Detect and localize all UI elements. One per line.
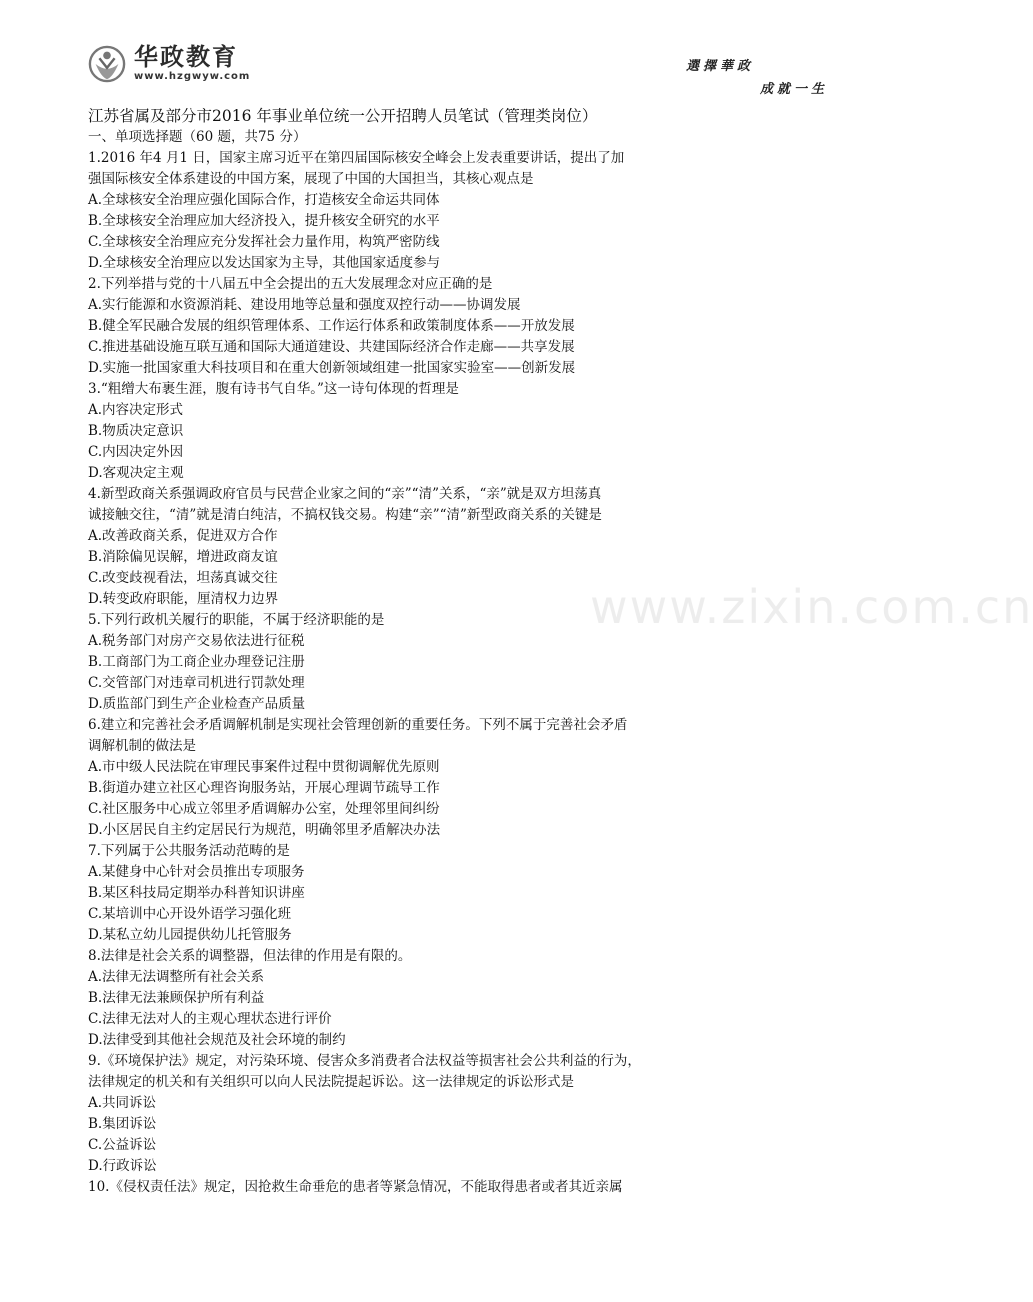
- text-line: 3.“粗缯大布裹生涯，腹有诗书气自华。”这一诗句体现的哲理是: [88, 381, 459, 397]
- text-line: A.全球核安全治理应强化国际合作，打造核安全命运共同体: [88, 192, 440, 208]
- text-line: 强国际核安全体系建设的中国方案，展现了中国的大国担当，其核心观点是: [88, 171, 534, 187]
- brand-url: www.hzgwyw.com: [134, 71, 251, 82]
- text-line: D.某私立幼儿园提供幼儿托管服务: [88, 927, 292, 943]
- text-line: C.交管部门对违章司机进行罚款处理: [88, 675, 305, 691]
- text-line: 9.《环境保护法》规定，对污染环境、侵害众多消费者合法权益等损害社会公共利益的行为，: [88, 1053, 641, 1069]
- text-line: 10.《侵权责任法》规定，因抢救生命垂危的患者等紧急情况，不能取得患者或者其近亲属: [88, 1179, 623, 1195]
- text-line: D.实施一批国家重大科技项目和在重大创新领域组建一批国家实验室——创新发展: [88, 360, 576, 376]
- text-line: 一、单项选择题（60 题，共75 分）: [88, 129, 307, 145]
- text-line: 1.2016 年4 月1 日，国家主席习近平在第四届国际核安全峰会上发表重要讲话，提出了加: [88, 150, 625, 166]
- text-line: D.小区居民自主约定居民行为规范，明确邻里矛盾解决办法: [88, 822, 441, 838]
- document-body: [88, 127, 788, 1198]
- text-line: D.行政诉讼: [88, 1158, 157, 1174]
- slogan-line-2: 成就一生: [760, 82, 829, 97]
- text-line: C.全球核安全治理应充分发挥社会力量作用，构筑严密防线: [88, 234, 440, 250]
- text-line: B.消除偏见误解，增进政商友谊: [88, 549, 278, 565]
- text-line: C.内因决定外因: [88, 444, 184, 460]
- text-line: A.法律无法调整所有社会关系: [88, 969, 265, 985]
- logo-emblem-icon: [88, 45, 126, 83]
- text-line: D.客观决定主观: [88, 465, 184, 481]
- text-line: B.物质决定意识: [88, 423, 184, 439]
- text-line: 2.下列举措与党的十八届五中全会提出的五大发展理念对应正确的是: [88, 276, 493, 292]
- text-line: A.某健身中心针对会员推出专项服务: [88, 864, 305, 880]
- text-line: A.税务部门对房产交易依法进行征税: [88, 633, 305, 649]
- text-line: 6.建立和完善社会矛盾调解机制是实现社会管理创新的重要任务。下列不属于完善社会矛盾: [88, 717, 628, 733]
- text-line: A.市中级人民法院在审理民事案件过程中贯彻调解优先原则: [88, 759, 440, 775]
- text-line: B.街道办建立社区心理咨询服务站，开展心理调节疏导工作: [88, 780, 440, 796]
- text-line: C.某培训中心开设外语学习强化班: [88, 906, 292, 922]
- text-line: C.改变歧视看法，坦荡真诚交往: [88, 570, 278, 586]
- text-line: A.改善政商关系，促进双方合作: [88, 528, 278, 544]
- text-line: D.转变政府职能，厘清权力边界: [88, 591, 279, 607]
- document-title: 江苏省属及部分市2016 年事业单位统一公开招聘人员笔试（管理类岗位）: [88, 107, 598, 125]
- text-line: B.全球核安全治理应加大经济投入，提升核安全研究的水平: [88, 213, 440, 229]
- text-line: C.公益诉讼: [88, 1137, 157, 1153]
- text-line: 5.下列行政机关履行的职能，不属于经济职能的是: [88, 612, 385, 628]
- text-line: C.推进基础设施互联互通和国际大通道建设、共建国际经济合作走廊——共享发展: [88, 339, 575, 355]
- text-line: D.法律受到其他社会规范及社会环境的制约: [88, 1032, 346, 1048]
- text-line: A.共同诉讼: [88, 1095, 157, 1111]
- text-line: C.法律无法对人的主观心理状态进行评价: [88, 1011, 332, 1027]
- text-line: B.工商部门为工商企业办理登记注册: [88, 654, 305, 670]
- text-line: 法律规定的机关和有关组织可以向人民法院提起诉讼。这一法律规定的诉讼形式是: [88, 1074, 574, 1090]
- exam-document: [88, 106, 788, 1198]
- text-line: C.社区服务中心成立邻里矛盾调解办公室，处理邻里间纠纷: [88, 801, 440, 817]
- text-line: 4.新型政商关系强调政府官员与民营企业家之间的“亲”“清”关系，“亲”就是双方坦荡真: [88, 486, 602, 502]
- text-line: D.全球核安全治理应以发达国家为主导，其他国家适度参与: [88, 255, 441, 271]
- text-line: 调解机制的做法是: [88, 738, 196, 754]
- text-line: 7.下列属于公共服务活动范畴的是: [88, 843, 290, 859]
- text-line: B.某区科技局定期举办科普知识讲座: [88, 885, 305, 901]
- text-line: B.集团诉讼: [88, 1116, 157, 1132]
- slogan-line-1: 選擇華政: [686, 59, 755, 74]
- page-header: [0, 0, 920, 110]
- text-line: 诚接触交往，“清”就是清白纯洁，不搞权钱交易。构建“亲”“清”新型政商关系的关键是: [88, 507, 602, 523]
- text-line: A.实行能源和水资源消耗、建设用地等总量和强度双控行动——协调发展: [88, 297, 521, 313]
- text-line: A.内容决定形式: [88, 402, 184, 418]
- text-line: 8.法律是社会关系的调整器，但法律的作用是有限的。: [88, 948, 412, 964]
- text-line: B.健全军民融合发展的组织管理体系、工作运行体系和政策制度体系——开放发展: [88, 318, 575, 334]
- watermark: www.zixin.com.cn: [590, 580, 1033, 634]
- brand-name: 华政教育: [134, 43, 238, 71]
- brand-logo: [88, 44, 250, 84]
- text-line: D.质监部门到生产企业检查产品质量: [88, 696, 306, 712]
- text-line: B.法律无法兼顾保护所有利益: [88, 990, 265, 1006]
